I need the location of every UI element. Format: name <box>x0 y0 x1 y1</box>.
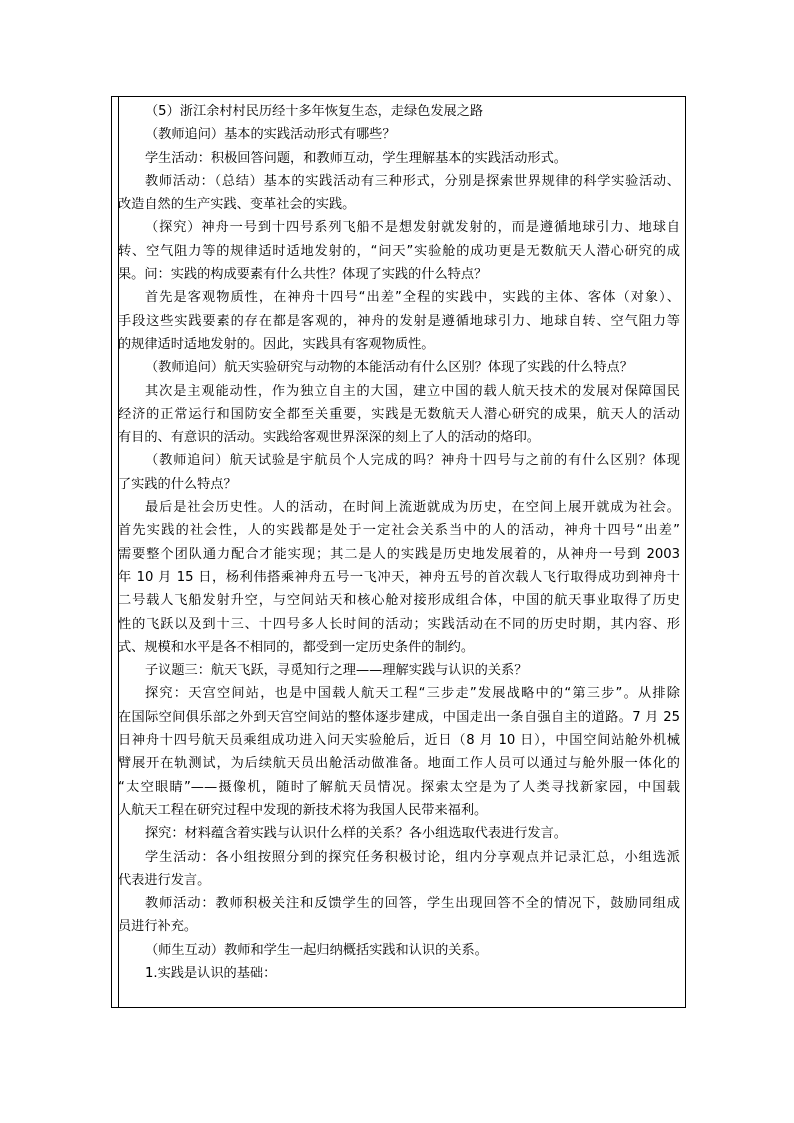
text-line: 年 10 月 15 日，杨利伟搭乘神舟五号一飞冲天，神舟五号的首次载人飞行取得成功到神舟十 <box>118 569 680 585</box>
text-line: 代表进行发言。 <box>118 872 211 888</box>
text-line: 手段这些实践要素的存在都是客观的，神舟的发射是遵循地球引力、地球自转、空气阻力等 <box>118 313 680 329</box>
text-line: 臂展开在轨测试，为后续航天员出舱活动做准备。地面工作人员可以通过与舱外服一体化的 <box>118 756 680 772</box>
text-line: 员进行补充。 <box>118 919 198 935</box>
text-line: 首先实践的社会性，人的实践都是处于一定社会关系当中的人的活动，神舟十四号“出差” <box>118 523 680 539</box>
text-line: （教师追问）航天实验研究与动物的本能活动有什么区别？体现了实践的什么特点？ <box>145 360 633 376</box>
text-line: 子议题三：航天飞跃，寻觅知行之理——理解实践与认识的关系？ <box>145 663 528 679</box>
text-line: （师生互动）教师和学生一起归纳概括实践和认识的关系。 <box>145 942 488 958</box>
text-line: （教师追问）航天试验是宇航员个人完成的吗？神舟十四号与之前的有什么区别？体现 <box>145 453 680 469</box>
text-line: “太空眼睛”——摄像机，随时了解航天员情况。探索太空是为了人类寻找新家园，中国载 <box>118 779 680 795</box>
text-line: 在国际空间俱乐部之外到天宫空间站的整体逐步建成，中国走出一条自强自主的道路。7 月 25 <box>118 709 680 725</box>
table-cell-content <box>118 100 680 985</box>
text-line: 转、空气阻力等的规律适时适地发射的，“问天”实验舱的成功更是无数航天人潜心研究的成 <box>118 243 680 259</box>
text-line: 经济的正常运行和国防安全都至关重要，实践是无数航天人潜心研究的成果，航天人的活动 <box>118 406 680 422</box>
text-line: 需要整个团队通力配合才能实现；其二是人的实践是历史地发展着的，从神舟一号到 2003 <box>118 546 680 562</box>
text-line: 二号载人飞船发射升空，与空间站天和核心舱对接形成组合体，中国的航天事业取得了历史 <box>118 593 680 609</box>
text-line: （教师追问）基本的实践活动形式有哪些？ <box>145 127 396 143</box>
text-line: （5）浙江余村村民历经十多年恢复生态，走绿色发展之路 <box>145 104 484 119</box>
text-line: 改造自然的生产实践、变革社会的实践。 <box>118 197 356 213</box>
text-line: 性的飞跃以及到十三、十四号多人长时间的活动；实践活动在不同的历史时期，其内容、形 <box>118 616 680 632</box>
text-line: 学生活动：积极回答问题，和教师互动，学生理解基本的实践活动形式。 <box>145 150 567 166</box>
text-line: 教师活动：教师积极关注和反馈学生的回答，学生出现回答不全的情况下，鼓励同组成 <box>145 896 680 912</box>
text-line: 了实践的什么特点？ <box>118 476 237 492</box>
text-line: 首先是客观物质性，在神舟十四号“出差”全程的实践中，实践的主体、客体（对象）、 <box>145 290 680 306</box>
text-line: 学生活动：各小组按照分到的探究任务积极讨论，组内分享观点并记录汇总，小组选派 <box>145 849 680 865</box>
text-line: 日神舟十四号航天员乘组成功进入问天实验舱后，近日（8 月 10 日），中国空间站舱外机械 <box>118 733 680 749</box>
text-line: 的规律适时适地发射的。因此，实践具有客观物质性。 <box>118 336 435 352</box>
text-line: 最后是社会历史性。人的活动，在时间上流逝就成为历史，在空间上展开就成为社会。 <box>145 500 680 516</box>
text-line: 式、规模和水平是各不相同的，都受到一定历史条件的制约。 <box>118 639 475 655</box>
text-line: （探究）神舟一号到十四号系列飞船不是想发射就发射的，而是遵循地球引力、地球自 <box>145 220 680 236</box>
text-line: 探究：天宫空间站，也是中国载人航天工程“三步走”发展战略中的“第三步”。从排除 <box>145 686 680 702</box>
text-line: 其次是主观能动性，作为独立自主的大国，建立中国的载人航天技术的发展对保障国民 <box>145 383 680 399</box>
text-line: 1.实践是认识的基础： <box>145 965 277 981</box>
text-line: 果。问：实践的构成要素有什么共性？体现了实践的什么特点？ <box>118 267 488 283</box>
text-line: 探究：材料蕴含着实践与认识什么样的关系？各小组选取代表进行发言。 <box>145 826 567 842</box>
text-line: 教师活动：（总结）基本的实践活动有三种形式，分别是探索世界规律的科学实验活动、 <box>145 173 680 189</box>
text-line: 人航天工程在研究过程中发现的新技术将为我国人民带来福利。 <box>118 802 488 818</box>
text-line: 有目的、有意识的活动。实践给客观世界深深的刻上了人的活动的烙印。 <box>118 430 540 446</box>
